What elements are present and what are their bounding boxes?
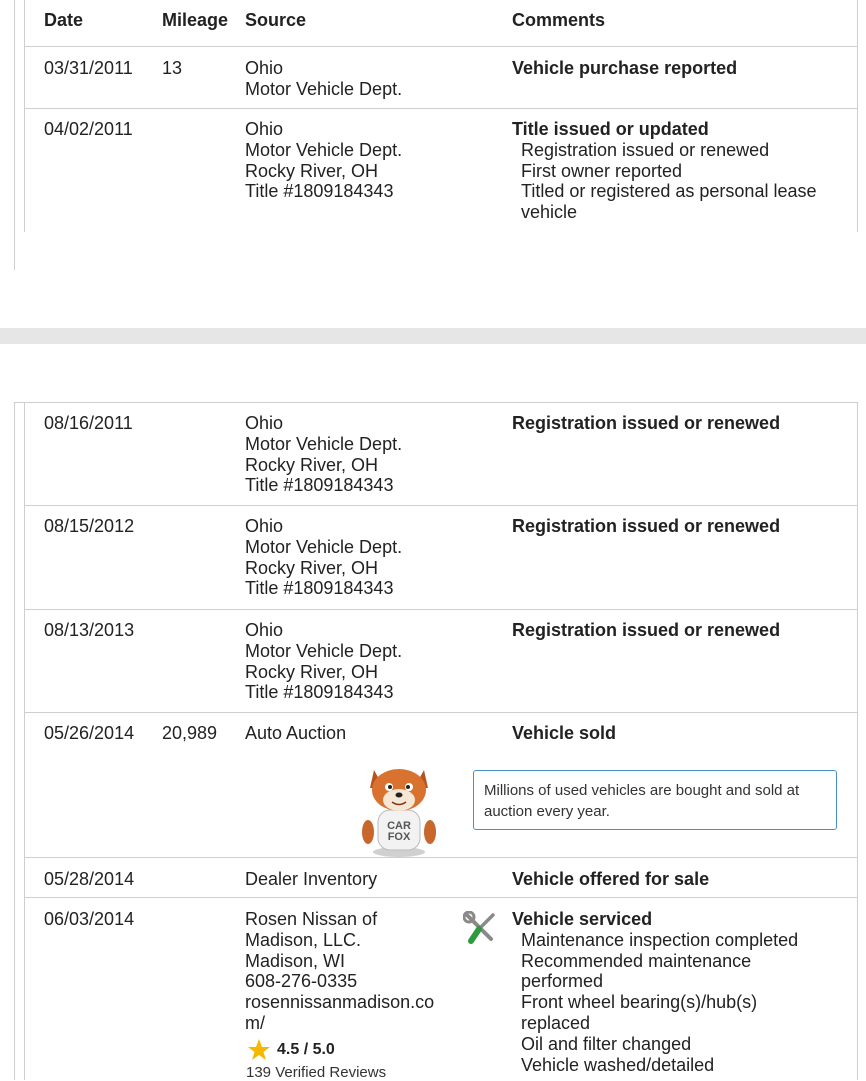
row-source: Dealer Inventory: [245, 869, 378, 889]
header-comments: Comments: [512, 10, 606, 30]
row-date: 08/16/2011: [44, 413, 133, 433]
row-date: 03/31/2011: [44, 58, 133, 78]
row-source: Auto Auction: [245, 723, 347, 743]
carfox-mascot-icon: [356, 762, 442, 858]
row-comments: Title issued or updated Registration issued or renewed First owner reported Titled or registered as personal lease vehicle: [512, 119, 817, 223]
section-divider: [0, 328, 866, 344]
row-date: 08/15/2012: [44, 516, 135, 536]
row-comments: Vehicle serviced Maintenance inspection completed Recommended maintenance performed Front wheel bearing(s)/hub(s) replaced Oil and filter changed Vehicle washed/detailed: [512, 909, 799, 1075]
row-mileage: 20,989: [162, 723, 218, 743]
mascot-shirt-line1: CAR: [387, 820, 411, 832]
row-source: Ohio Motor Vehicle Dept. Rocky River, OH Title #1809184343: [245, 119, 403, 202]
row-date: 06/03/2014: [44, 909, 135, 929]
row-source: Rosen Nissan of Madison, LLC. Madison, WI 608-276-0335 rosennissanmadison.co m/: [245, 909, 435, 1033]
row-comments: Registration issued or renewed: [512, 516, 781, 536]
header-date: Date: [44, 10, 84, 30]
row-date: 05/28/2014: [44, 869, 135, 889]
row-date: 05/26/2014: [44, 723, 135, 743]
row-mileage: 13: [162, 58, 183, 78]
verified-reviews-link[interactable]: 139 Verified Reviews: [246, 1064, 387, 1081]
row-source: Ohio Motor Vehicle Dept.: [245, 58, 403, 99]
header-mileage: Mileage: [162, 10, 229, 30]
row-comments: Registration issued or renewed: [512, 413, 781, 433]
auction-tooltip: Millions of used vehicles are bought and sold at auction every year.: [473, 770, 837, 830]
rating-value: 4.5 / 5.0: [277, 1041, 335, 1058]
header-source: Source: [245, 10, 307, 30]
row-date: 08/13/2013: [44, 620, 135, 640]
star-icon: [246, 1038, 272, 1062]
row-comments: Registration issued or renewed: [512, 620, 781, 640]
mascot-shirt-line2: FOX: [387, 831, 411, 843]
row-date: 04/02/2011: [44, 119, 133, 139]
row-source: Ohio Motor Vehicle Dept. Rocky River, OH Title #1809184343: [245, 413, 403, 496]
row-source: Ohio Motor Vehicle Dept. Rocky River, OH Title #1809184343: [245, 620, 403, 703]
row-comments: Vehicle offered for sale: [512, 869, 710, 889]
row-source: Ohio Motor Vehicle Dept. Rocky River, OH Title #1809184343: [245, 516, 403, 599]
dealer-rating: [246, 1038, 335, 1062]
wrench-screwdriver-icon: [463, 911, 499, 945]
row-comments: Vehicle purchase reported: [512, 58, 738, 78]
row-comments: Vehicle sold: [512, 723, 617, 743]
